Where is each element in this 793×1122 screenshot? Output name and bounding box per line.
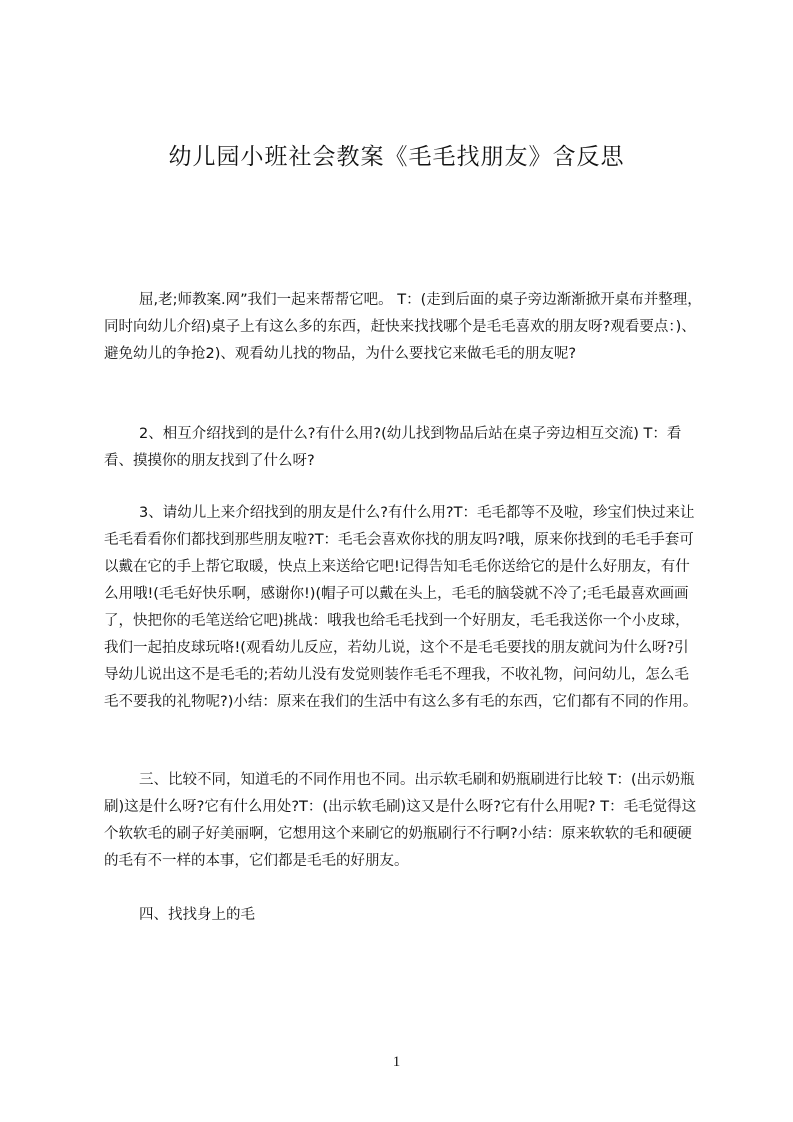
paragraph-compare-brushes: 三、比较不同，知道毛的不同作用也不同。出示软毛刷和奶瓶刷进行比较 T：(出示奶瓶刷)这是什么呀?它有什么用处?T：(出示软毛刷)这又是什么呀?它有什么用呢? T：毛毛觉得这个软软毛的刷子好美丽啊，它想用这个来刷它的奶瓶刷行不行啊?小结：原来软软的毛和硬硬的毛有不一样的本事，它们都是毛毛的好朋友。 [104, 772, 697, 869]
paragraph-intro-activity: 屈,老;师教案.网”我们一起来帮帮它吧。 T：(走到后面的桌子旁边渐渐掀开桌布并整理，同时向幼儿介绍)桌子上有这么多的东西，赶快来找找哪个是毛毛喜欢的朋友呀?观看要点：)、避免幼儿的争抢2)、观看幼儿找的物品，为什么要找它来做毛毛的朋友呢? [104, 292, 702, 362]
document-title: 幼儿园小班社会教案《毛毛找朋友》含反思 [168, 144, 625, 170]
page-number: 1 [392, 1054, 401, 1070]
paragraph-mutual-introduction: 2、相互介绍找到的是什么?有什么用?(幼儿找到物品后站在桌子旁边相互交流) T：看看、摸摸你的朋友找到了什么呀? [104, 426, 682, 469]
paragraph-find-body-hair: 四、找找身上的毛 [139, 907, 255, 923]
paragraph-present-friends: 3、请幼儿上来介绍找到的朋友是什么?有什么用?T：毛毛都等不及啦，珍宝们快过来让毛毛看看你们都找到那些朋友啦?T：毛毛会喜欢你找的朋友吗?哦，原来你找到的毛毛手套可以戴在它的手上帮它取暖，快点上来送给它吧!记得告知毛毛你送给它的是什么好朋友，有什么用哦!(毛毛好快乐啊，感谢你!)(帽子可以戴在头上，毛毛的脑袋就不冷了;毛毛最喜欢画画了，快把你的毛笔送给它吧)挑战：哦我也给毛毛找到一个好朋友，毛毛我送你一个小皮球，我们一起拍皮球玩咯!(观看幼儿反应，若幼儿说，这个不是毛毛要找的朋友就问为什么呀?引导幼儿说出这不是毛毛的;若幼儿没有发觉则装作毛毛不理我，不收礼物，问问幼儿，怎么毛毛不要我的礼物呢?)小结：原来在我们的生活中有这么多有毛的东西，它们都有不同的作用。 [104, 505, 698, 710]
